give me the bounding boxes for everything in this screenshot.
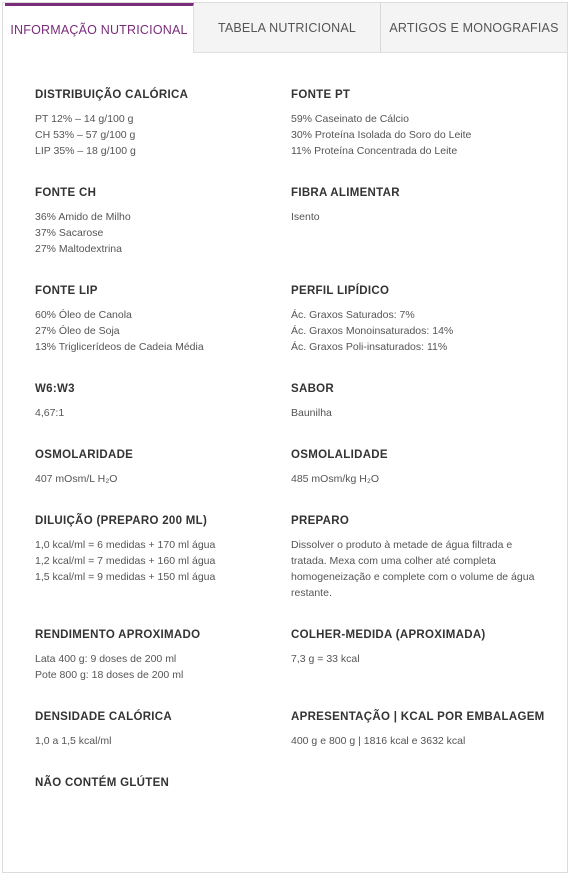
tab-informacao-nutricional[interactable]: INFORMAÇÃO NUTRICIONAL xyxy=(5,3,194,53)
section-line: Ác. Graxos Saturados: 7% xyxy=(291,309,415,321)
section-title: FONTE PT xyxy=(291,89,351,101)
section-fonte-lip xyxy=(35,284,285,355)
section-title: PERFIL LIPÍDICO xyxy=(291,285,390,297)
section-line: 36% Amido de Milho xyxy=(35,211,131,223)
section-title: SABOR xyxy=(291,383,335,395)
section-rendimento xyxy=(35,628,285,683)
section-diluicao xyxy=(35,514,285,585)
section-title: RENDIMENTO APROXIMADO xyxy=(35,629,201,641)
section-line: Pote 800 g: 18 doses de 200 ml xyxy=(35,669,184,681)
section-title: OSMOLARIDADE xyxy=(35,449,134,461)
section-line: 485 mOsm/kg H₂O xyxy=(291,473,380,485)
section-osmolaridade xyxy=(35,448,285,487)
section-colher-medida xyxy=(291,628,541,667)
section-paragraph: Dissolver o produto à metade de água filtrada e tratada. Mexa com uma colher até completa homogeneização e complete com o volume de água restante. xyxy=(291,539,535,599)
section-title: FONTE LIP xyxy=(35,285,98,297)
section-w6w3 xyxy=(35,382,285,421)
section-title: PREPARO xyxy=(291,515,350,527)
section-line: 4,67:1 xyxy=(35,407,65,419)
section-line: 59% Caseinato de Cálcio xyxy=(291,113,409,125)
section-line: 1,2 kcal/ml = 7 medidas + 160 ml água xyxy=(35,555,216,567)
section-title: NÃO CONTÉM GLÚTEN xyxy=(35,777,170,789)
section-densidade xyxy=(35,710,285,749)
section-line: 407 mOsm/L H₂O xyxy=(35,473,118,485)
section-fonte-ch xyxy=(35,186,285,257)
section-line: 27% Maltodextrina xyxy=(35,243,122,255)
section-perfil-lipidico xyxy=(291,284,541,355)
section-title: OSMOLALIDADE xyxy=(291,449,388,461)
section-title: FONTE CH xyxy=(35,187,97,199)
section-line: Ác. Graxos Poli-insaturados: 11% xyxy=(291,341,448,353)
section-line: 1,0 kcal/ml = 6 medidas + 170 ml água xyxy=(35,539,216,551)
nutrition-panel xyxy=(2,2,568,873)
section-line: Lata 400 g: 9 doses de 200 ml xyxy=(35,653,177,665)
section-line: LIP 35% – 18 g/100 g xyxy=(35,145,136,157)
section-line: 1,0 a 1,5 kcal/ml xyxy=(35,735,112,747)
section-osmolalidade xyxy=(291,448,541,487)
section-line: 60% Óleo de Canola xyxy=(35,309,132,321)
section-line: 11% Proteína Concentrada do Leite xyxy=(291,145,458,157)
section-title: COLHER-MEDIDA (APROXIMADA) xyxy=(291,629,486,641)
tab-tabela-nutricional[interactable]: TABELA NUTRICIONAL xyxy=(194,3,381,53)
section-fibra-alimentar xyxy=(291,186,541,225)
section-title: DISTRIBUIÇÃO CALÓRICA xyxy=(35,89,189,101)
section-title: DILUIÇÃO (PREPARO 200 ML) xyxy=(35,515,208,527)
section-fonte-pt xyxy=(291,88,541,159)
section-title: DENSIDADE CALÓRICA xyxy=(35,711,173,723)
section-line: Isento xyxy=(291,211,320,223)
section-line: 30% Proteína Isolada do Soro do Leite xyxy=(291,129,472,141)
section-line: 27% Óleo de Soja xyxy=(35,325,120,337)
section-title: APRESENTAÇÃO | KCAL POR EMBALAGEM xyxy=(291,711,545,723)
section-line: PT 12% – 14 g/100 g xyxy=(35,113,134,125)
section-line: 13% Triglicerídeos de Cadeia Média xyxy=(35,341,204,353)
section-line: 1,5 kcal/ml = 9 medidas + 150 ml água xyxy=(35,571,216,583)
section-title: W6:W3 xyxy=(35,383,75,395)
section-apresentacao xyxy=(291,710,561,749)
section-title: FIBRA ALIMENTAR xyxy=(291,187,400,199)
section-line: Ác. Graxos Monoinsaturados: 14% xyxy=(291,325,454,337)
section-line: 400 g e 800 g | 1816 kcal e 3632 kcal xyxy=(291,735,466,747)
section-sem-gluten xyxy=(35,776,285,790)
tab-bar xyxy=(3,3,567,53)
section-line: 37% Sacarose xyxy=(35,227,104,239)
section-preparo xyxy=(291,514,541,601)
tab-artigos-monografias[interactable]: ARTIGOS E MONOGRAFIAS xyxy=(389,21,559,35)
section-distribuicao-calorica xyxy=(35,88,285,159)
section-sabor xyxy=(291,382,541,421)
section-line: CH 53% – 57 g/100 g xyxy=(35,129,136,141)
section-line: 7,3 g = 33 kcal xyxy=(291,653,360,665)
section-line: Baunilha xyxy=(291,407,332,419)
